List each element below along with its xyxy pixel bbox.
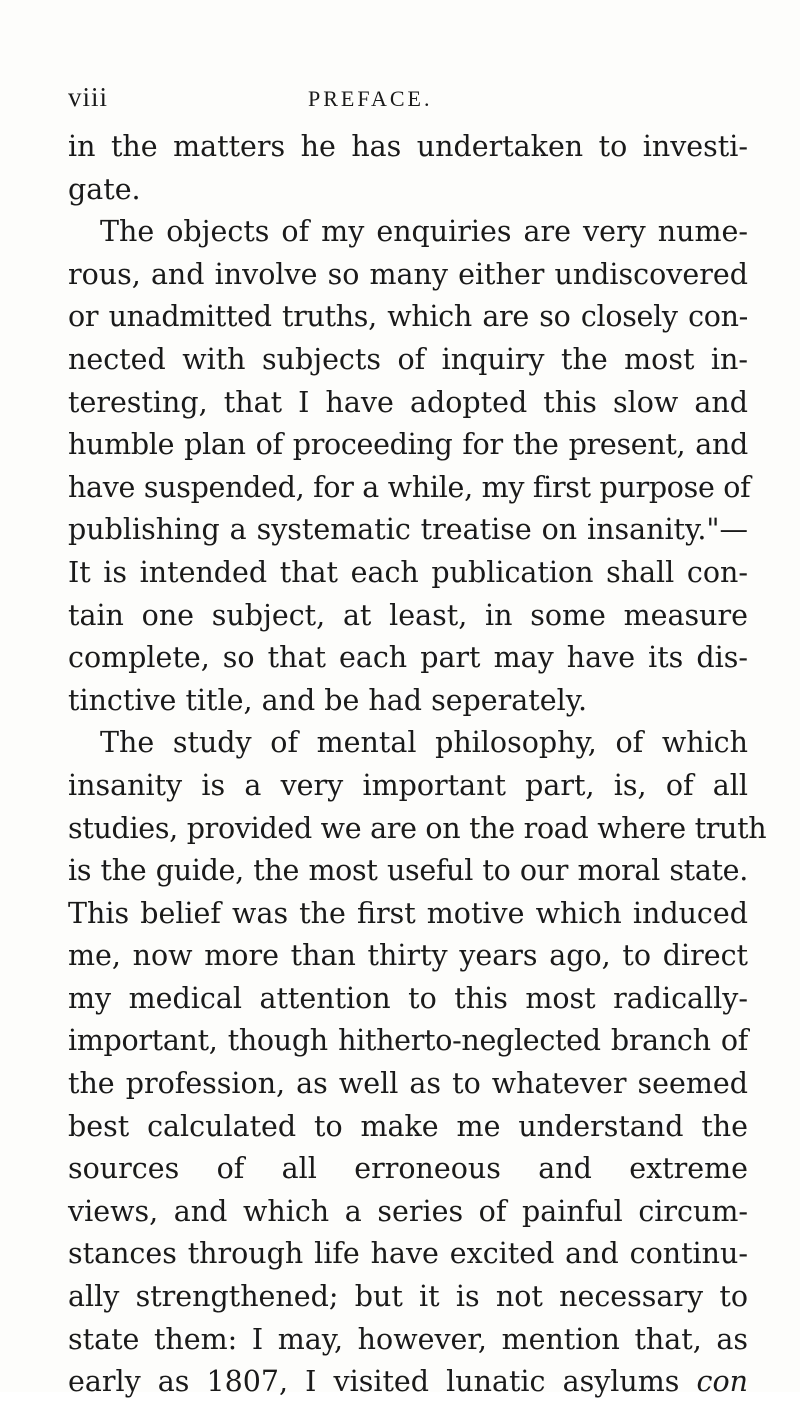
text-line: views, and which a series of painful circum- bbox=[68, 1194, 748, 1228]
text-line: is the guide, the most useful to our moral state. bbox=[68, 854, 748, 888]
text-line: or unadmitted truths, which are so closely con- bbox=[68, 300, 748, 334]
catchword: con bbox=[696, 1365, 748, 1399]
text-line: my medical attention to this most radically- bbox=[68, 981, 748, 1015]
text-line: studies, provided we are on the road where truth bbox=[68, 811, 767, 845]
text-line: in the matters he has undertaken to investi- bbox=[68, 130, 748, 163]
paragraph-start-line: The study of mental philosophy, of which bbox=[100, 726, 748, 760]
text-line: complete, so that each part may have its dis- bbox=[68, 641, 748, 675]
text-line: best calculated to make me understand the bbox=[68, 1109, 748, 1143]
paragraph-start-line: The objects of my enquiries are very nume- bbox=[100, 215, 748, 249]
text-line: me, now more than thirty years ago, to direct bbox=[68, 939, 748, 973]
text-line-content: early as 1807, I visited lunatic asylums bbox=[68, 1365, 680, 1399]
text-line: sources of all erroneous and extreme bbox=[68, 1152, 748, 1186]
text-line: teresting, that I have adopted this slow and bbox=[68, 385, 748, 419]
text-line: state them: I may, however, mention that, as bbox=[68, 1322, 748, 1356]
text-line: This belief was the first motive which induced bbox=[68, 896, 748, 930]
text-line: stances through life have excited and continu- bbox=[68, 1237, 748, 1271]
text-line-with-catchword bbox=[68, 1361, 748, 1404]
body-text bbox=[68, 126, 767, 1404]
text-line: tinctive title, and be had seperately. bbox=[68, 683, 588, 717]
text-line: tain one subject, at least, in some measure bbox=[68, 598, 748, 632]
text-line: gate. bbox=[68, 172, 141, 206]
text-line: insanity is a very important part, is, of all bbox=[68, 768, 748, 802]
text-line: have suspended, for a while, my first purpose of bbox=[68, 470, 751, 504]
text-line: publishing a systematic treatise on insanity."— bbox=[68, 513, 748, 547]
page-number: viii bbox=[68, 82, 109, 112]
text-line: humble plan of proceeding for the present, and bbox=[68, 428, 748, 462]
text-line: It is intended that each publication shall con- bbox=[68, 555, 748, 589]
text-line: the profession, as well as to whatever seemed bbox=[68, 1067, 748, 1101]
running-head bbox=[68, 82, 768, 112]
text-line: nected with subjects of inquiry the most in- bbox=[68, 342, 748, 376]
text-line: important, though hitherto-neglected branch of bbox=[68, 1024, 748, 1058]
text-line: ally strengthened; but it is not necessary to bbox=[68, 1280, 748, 1314]
text-line: rous, and involve so many either undiscovered bbox=[68, 257, 748, 291]
running-title: PREFACE. bbox=[308, 86, 433, 111]
